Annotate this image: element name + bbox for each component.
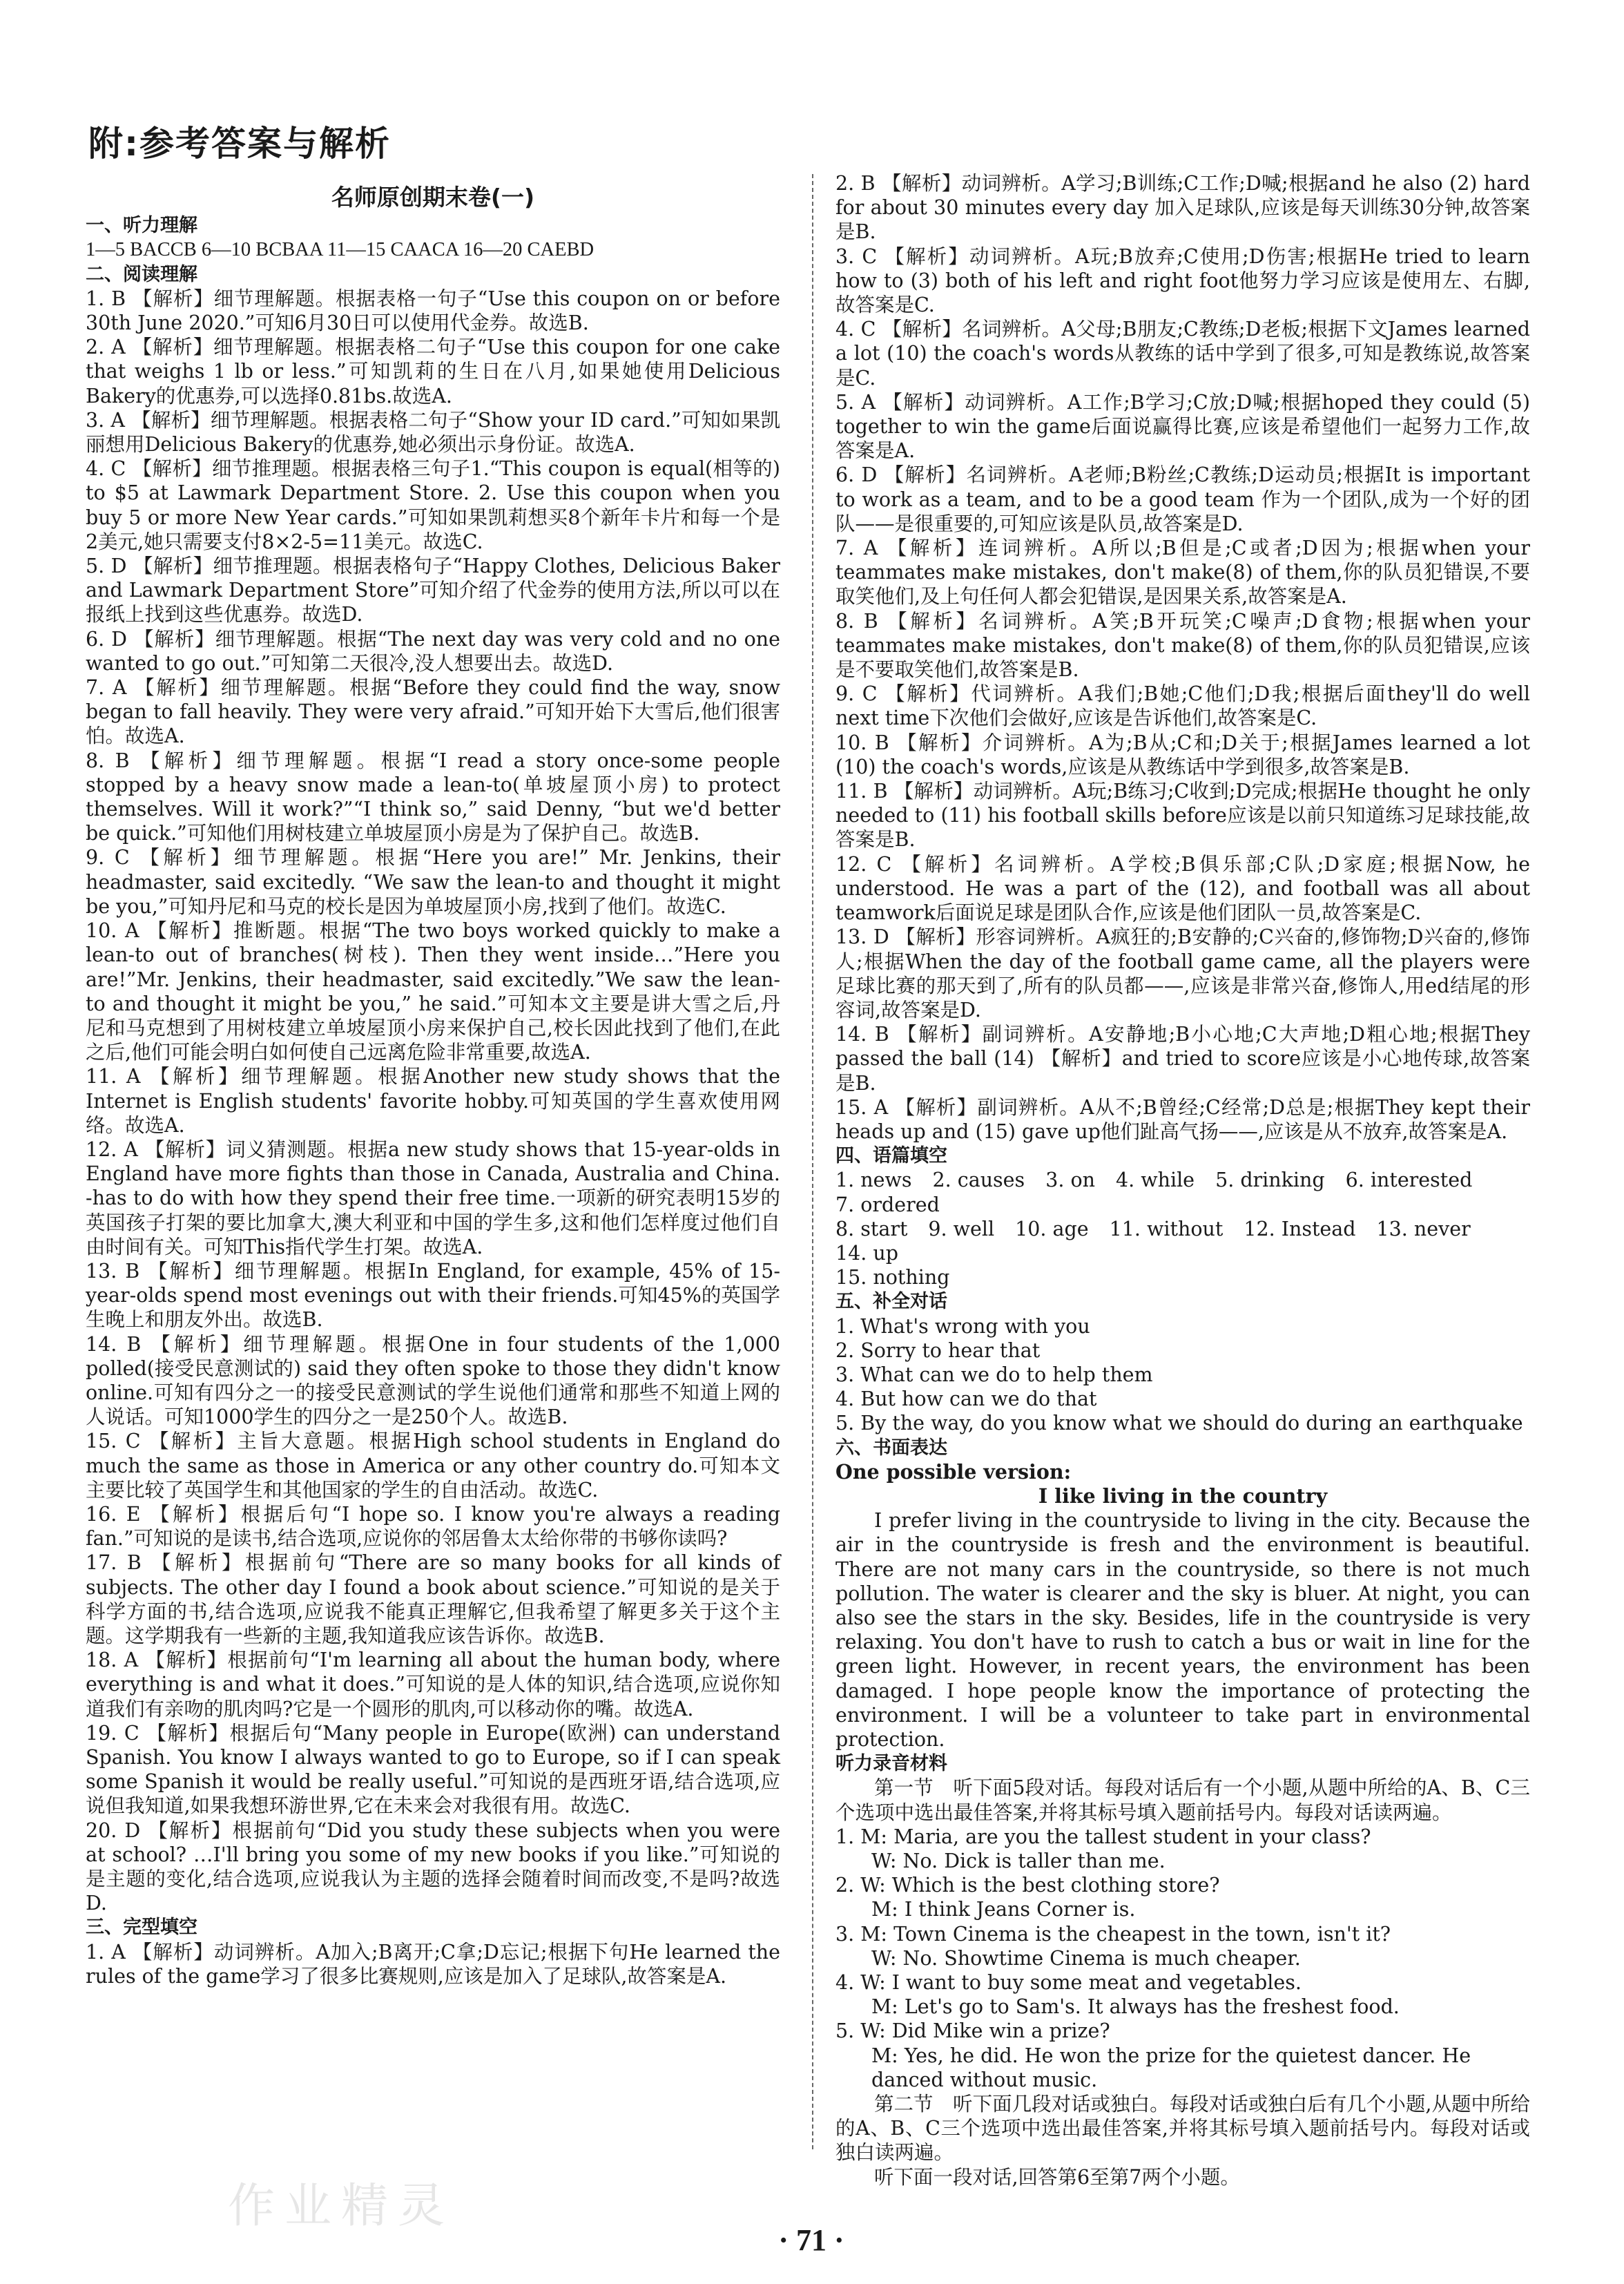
listening-script-title: 听力录音材料	[835, 1753, 947, 1775]
reading-item: 3. A 【解析】细节理解题。根据表格二句子“Show your ID card.”可知如果凯丽想用Delicious Bakery的优惠券,她必须出示身份证。故选A.	[86, 408, 780, 457]
gap-fill-answer: 3. on	[1045, 1169, 1095, 1192]
reading-item: 13. B 【解析】细节理解题。根据In England, for example, 45% of 15-year-olds spend most evenings out with their friends.可知45%的英国学生晚上和朋友外出。故选B.	[86, 1259, 780, 1332]
reading-item: 1. B 【解析】细节理解题。根据表格一句子“Use this coupon on or before 30th June 2020.”可知6月30日可以使用代金券。故选B.	[86, 287, 780, 335]
gap-fill-answer: 1. news	[835, 1169, 912, 1192]
section-listening-title: 一、听力理解	[86, 215, 197, 237]
cloze-item: 5. A 【解析】动词辨析。A工作;B学习;C放;D喊;根据hoped they could (5) together to win the game后面说赢得比赛,应该是希望他们一起努力工作,故答案是A.	[835, 390, 1530, 463]
section-reading-title: 二、阅读理解	[86, 263, 197, 285]
gap-fill-answer: 2. causes	[932, 1169, 1025, 1192]
dialogue-line: 4. W: I want to buy some meat and vegetables.	[835, 1971, 1302, 1995]
listening-answers: 1—5 BACCB 6—10 BCBAA 11—15 CAACA 16—20 CAEBD	[86, 239, 594, 261]
exam-title: 名师原创期末卷(一)	[331, 184, 535, 211]
gap-fill-row	[835, 1217, 1530, 1265]
reading-item: 10. A 【解析】推断题。根据“The two boys worked quickly to make a lean-to out of branches(树枝). Then they went inside…”Here you are!”Mr. Jenkins, their headmaster, said excitedly.”We saw the lean-to and thought it might be you,” he said.”可知本文主要是讲大雪之后,丹尼和马克想到了用树枝建立单坡屋顶小房来保护自己,校长因此找到了他们,在此之后,他们可能会明白如何使自己远离危险非常重要,故选A.	[86, 919, 780, 1064]
reading-item: 7. A 【解析】细节理解题。根据“Before they could find the way, snow began to fall heavily. They were very afraid.”可知开始下大雪后,他们很害怕。故选A.	[86, 676, 780, 748]
gap-fill-answer: 9. well	[928, 1217, 995, 1240]
reading-item: 5. D 【解析】细节推理题。根据表格句子“Happy Clothes, Delicious Baker and Lawmark Department Store”可知介绍了代金券的使用方法,所以可以在报纸上找到这些优惠券。故选D.	[86, 555, 780, 626]
gap-fill-row	[835, 1168, 1530, 1216]
writing-version-label: One possible version:	[835, 1459, 1072, 1484]
reading-item: 2. A 【解析】细节理解题。根据表格二句子“Use this coupon for one cake that weighs 1 lb or less.”可知凯莉的生日在八月,如果她使用Delicious Bakery的优惠券,可以选择0.81bs.故选A.	[86, 336, 780, 407]
reading-item: 11. A 【解析】细节理解题。根据Another new study shows that the Internet is English students' favorite hobby.可知英国的学生喜欢使用网络。故选A.	[86, 1065, 780, 1137]
column-divider	[812, 174, 813, 2149]
reading-item: 17. B 【解析】根据前句“There are so many books for all kinds of subjects. The other day I found a book about science.”可知说的是关于科学方面的书,结合选项,应说我不能真正理解它,但我希望了解更多关于这个主题。这学期我有一些新的主题,我知道我应该告诉你。故选B.	[86, 1551, 780, 1647]
dialogue-answer: 3. What can we do to help them	[835, 1363, 1153, 1386]
cloze-item: 3. C 【解析】动词辨析。A玩;B放弃;C使用;D伤害;根据He tried to learn how to (3) both of his left and right foot他努力学习应该是使用左、右脚,故答案是C.	[835, 244, 1530, 317]
cloze-item: 10. B 【解析】介词辨析。A为;B从;C和;D关于;根据James learned a lot (10) the coach's words,应该是从教练话中学到很多,故答案是B.	[835, 731, 1530, 778]
essay-title: I like living in the country	[1038, 1484, 1328, 1508]
gap-fill-answer: 13. never	[1376, 1217, 1471, 1240]
gap-fill-answer: 14. up	[835, 1241, 898, 1265]
cloze-item: 13. D 【解析】形容词辨析。A疯狂的;B安静的;C兴奋的,修饰物;D兴奋的,修饰人;根据When the day of the football game came, all the players were足球比赛的那天到了,所有的队员都——,应该是非常兴奋,修饰人,用ed结尾的形容词,故答案是D.	[835, 925, 1530, 1021]
cloze-item: 8. B 【解析】名词辨析。A笑;B开玩笑;C噪声;D食物;根据when your teammates make mistakes, don't make(8) of them,你的队员犯错误,应该是不要取笑他们,故答案是B.	[835, 609, 1530, 682]
left-column	[86, 185, 780, 1988]
watermark: 作业精灵	[228, 2179, 455, 2234]
reading-item: 6. D 【解析】细节理解题。根据“The next day was very cold and no one wanted to go out.”可知第二天很冷,没人想要出去。故选D.	[86, 627, 780, 675]
gap-fill-answer: 6. interested	[1345, 1169, 1473, 1192]
gap-fill-answer: 5. drinking	[1215, 1169, 1325, 1192]
dialogue-answer: 1. What's wrong with you	[835, 1314, 1090, 1338]
gap-fill-answer: 12. Instead	[1244, 1217, 1356, 1240]
gap-fill-answer: 8. start	[835, 1217, 908, 1240]
page-header: 附:参考答案与解析	[88, 124, 391, 164]
reading-item: 19. C 【解析】根据后句“Many people in Europe(欧洲) can understand Spanish. You know I always wanted to go to Europe, so if I can speak some Spanish it would be really useful.”可知说的是西班牙语,结合选项,应说但我知道,如果我想环游世界,它在未来会对我很有用。故选C.	[86, 1721, 780, 1818]
reading-item: 20. D 【解析】根据前句“Did you study these subjects when you were at school? …I'll bring you some of my new books if you like.”可知说的是主题的变化,结合选项,应说我认为主题的选择会随着时间而改变,不是吗?故选D.	[86, 1818, 780, 1915]
dialogue-line: 2. W: Which is the best clothing store?	[835, 1874, 1220, 1897]
dialogue-answer: 5. By the way, do you know what we should do during an earthquake	[835, 1412, 1523, 1435]
listening-part2-note: 听下面一段对话,回答第6至第7两个小题。	[874, 2165, 1240, 2189]
gap-fill-answer: 10. age	[1015, 1217, 1089, 1240]
reading-item: 9. C 【解析】细节理解题。根据“Here you are!” Mr. Jenkins, their headmaster, said excitedly. “We saw the lean-to and thought it might be you,”可知丹尼和马克的校长是因为单坡屋顶小房,找到了他们。故选C.	[86, 846, 780, 918]
cloze-item: 11. B 【解析】动词辨析。A玩;B练习;C收到;D完成;根据He thought he only needed to (11) his football skills before应该是以前只知道练习足球技能,故答案是B.	[835, 780, 1530, 852]
reading-item: 16. E 【解析】根据后句“I hope so. I know you're always a reading fan.”可知说的是读书,结合选项,应说你的邻居鲁太太给你带的书够你读吗?	[86, 1502, 780, 1551]
cloze-item: 6. D 【解析】名词辨析。A老师;B粉丝;C教练;D运动员;根据It is important to work as a team, and to be a good team 作为一个团队,成为一个好的团队——是很重要的,可知应该是队员,故答案是D.	[835, 463, 1530, 535]
gap-fill-answer: 15. nothing	[835, 1266, 950, 1289]
cloze-item: 4. C 【解析】名词辨析。A父母;B朋友;C教练;D老板;根据下文James learned a lot (10) the coach's words从教练的话中学到了很多,可知是教练说,故答案是C.	[835, 318, 1530, 390]
essay-body: I prefer living in the countryside to living in the city. Because the air in the countryside is fresh and the environment is beautiful. There are not many cars in the countryside, so there is not much pollution. The water is clearer and the sky is bluer. At night, you can also see the stars in the sky. Besides, life in the countryside is very relaxing. You don't have to rush to catch a bus or wait in line for the green light. However, in recent years, the environment has been damaged. I hope people know the importance of protecting the environment. I will be a volunteer to take part in environmental protection.	[835, 1509, 1530, 1751]
cloze-item: 15. A 【解析】副词辨析。A从不;B曾经;C经常;D总是;根据They kept their heads up and (15) gave up他们趾高气扬——,应该是从不放弃,故答案是A.	[835, 1095, 1530, 1143]
reading-item: 4. C 【解析】细节推理题。根据表格三句子1.“This coupon is equal(相等的) to $5 at Lawmark Department Store. 2. Use this coupon when you buy 5 or more New Year cards.”可知如果凯莉想买8个新年卡片和每一个是2美元,她只需要支付8×2-5=11美元。故选C.	[86, 457, 780, 553]
reading-item: 15. C 【解析】主旨大意题。根据High school students in England do much the same as those in America or any other country do.可知本文主要比较了英国学生和其他国家的学生的自由活动。故选C.	[86, 1430, 780, 1501]
cloze-item: 14. B 【解析】副词辨析。A安静地;B小心地;C大声地;D粗心地;根据They passed the ball (14) 【解析】and tried to score应该是小心地传球,故答案是B.	[835, 1023, 1530, 1095]
listening-part2-instructions: 第二节 听下面几段对话或独白。每段对话或独白后有几个小题,从题中所给的A、B、C三个选项中选出最佳答案,并将其标号填入题前括号内。每段对话或独白读两遍。	[835, 2093, 1530, 2165]
section-dialogue-title: 五、补全对话	[835, 1291, 947, 1313]
reading-item: 14. B 【解析】细节理解题。根据One in four students of the 1,000 polled(接受民意测试的) said they often spoke to those they didn't know online.可知有四分之一的接受民意测试的学生说他们通常和那些不知道上网的人说话。可知1000学生的四分之一是250个人。故选B.	[86, 1332, 780, 1429]
page-number: · 71 ·	[778, 2223, 844, 2257]
reading-item: 18. A 【解析】根据前句“I'm learning all about the human body, where everything is and what it does.”可知说的是人体的知识,结合选项,应说你知道我们有亲吻的肌肉吗?它是一个圆形的肌肉,可以移动你的嘴。故选A.	[86, 1649, 780, 1720]
dialogue-answer: 2. Sorry to hear that	[835, 1338, 1041, 1362]
cloze-item: 1. A 【解析】动词辨析。A加入;B离开;C拿;D忘记;根据下句He learned the rules of the game学习了很多比赛规则,应该是加入了足球队,故答案是A.	[86, 1940, 780, 1988]
gap-fill-answer: 4. while	[1115, 1169, 1195, 1192]
reading-item: 12. A 【解析】词义猜测题。根据a new study shows that 15-year-olds in England have more fights than those in Canada, Australia and China. -has to do with how they spend their free time.一项新的研究表明15岁的英国孩子打架的要比加拿大,澳大利亚和中国的学生多,这和他们怎样度过他们自由时间有关。可知This指代学生打架。故选A.	[86, 1138, 780, 1258]
cloze-item: 9. C 【解析】代词辨析。A我们;B她;C他们;D我;根据后面they'll do well next time下次他们会做好,应该是告诉他们,故答案是C.	[835, 682, 1530, 730]
section-writing-title: 六、书面表达	[835, 1437, 947, 1459]
dialogue-line: 5. W: Did Mike win a prize?	[835, 2019, 1110, 2043]
reading-items	[86, 287, 780, 1916]
dialogue-line: W: No. Showtime Cinema is much cheaper.	[871, 1946, 1301, 1970]
dialogue-line: M: Yes, he did. He won the prize for the quietest dancer. He danced without music.	[871, 2044, 1471, 2091]
section-cloze-title: 三、完型填空	[86, 1917, 197, 1939]
dialogue-answer: 4. But how can we do that	[835, 1388, 1097, 1411]
right-column	[835, 171, 1530, 2189]
gap-fill-answer: 7. ordered	[835, 1193, 940, 1216]
dialogue-line: 1. M: Maria, are you the tallest student in your class?	[835, 1825, 1371, 1848]
section-gap-fill-title: 四、语篇填空	[835, 1145, 947, 1167]
cloze-item: 7. A 【解析】连词辨析。A所以;B但是;C或者;D因为;根据when your teammates make mistakes, don't make(8) of them,你的队员犯错误,不要取笑他们,及上句任何人都会犯错误,是因果关系,故答案是A.	[835, 537, 1530, 608]
dialogue-line: 3. M: Town Cinema is the cheapest in the town, isn't it?	[835, 1922, 1391, 1946]
dialogue-line: M: Let's go to Sam's. It always has the freshest food.	[871, 1995, 1400, 2019]
cloze-item: 2. B 【解析】动词辨析。A学习;B训练;C工作;D喊;根据and he also (2) hard for about 30 minutes every day 加入足球队,应该是每天训练30分钟,故答案是B.	[835, 172, 1530, 244]
gap-fill-row	[835, 1265, 1530, 1289]
dialogue-line: W: No. Dick is taller than me.	[871, 1850, 1166, 1873]
reading-item: 8. B 【解析】细节理解题。根据“I read a story once-some people stopped by a heavy snow made a lean-to(单坡屋顶小房) to protect themselves. Will it work?”“I think so,” said Denny, “but we'd better be quick.”可知他们用树枝建立单坡屋顶小房是为了保护自己。故选B.	[86, 749, 780, 845]
cloze-item: 12. C 【解析】名词辨析。A学校;B俱乐部;C队;D家庭;根据Now, he understood. He was a part of the (12), and football was all about teamwork后面说足球是团队合作,应该是他们团队一员,故答案是C.	[835, 852, 1530, 925]
gap-fill-answer: 11. without	[1109, 1217, 1224, 1240]
listening-part1-instructions: 第一节 听下面5段对话。每段对话后有一个小题,从题中所给的A、B、C三个选项中选出最佳答案,并将其标号填入题前括号内。每段对话读两遍。	[835, 1776, 1530, 1824]
dialogue-line: M: I think Jeans Corner is.	[871, 1898, 1136, 1921]
